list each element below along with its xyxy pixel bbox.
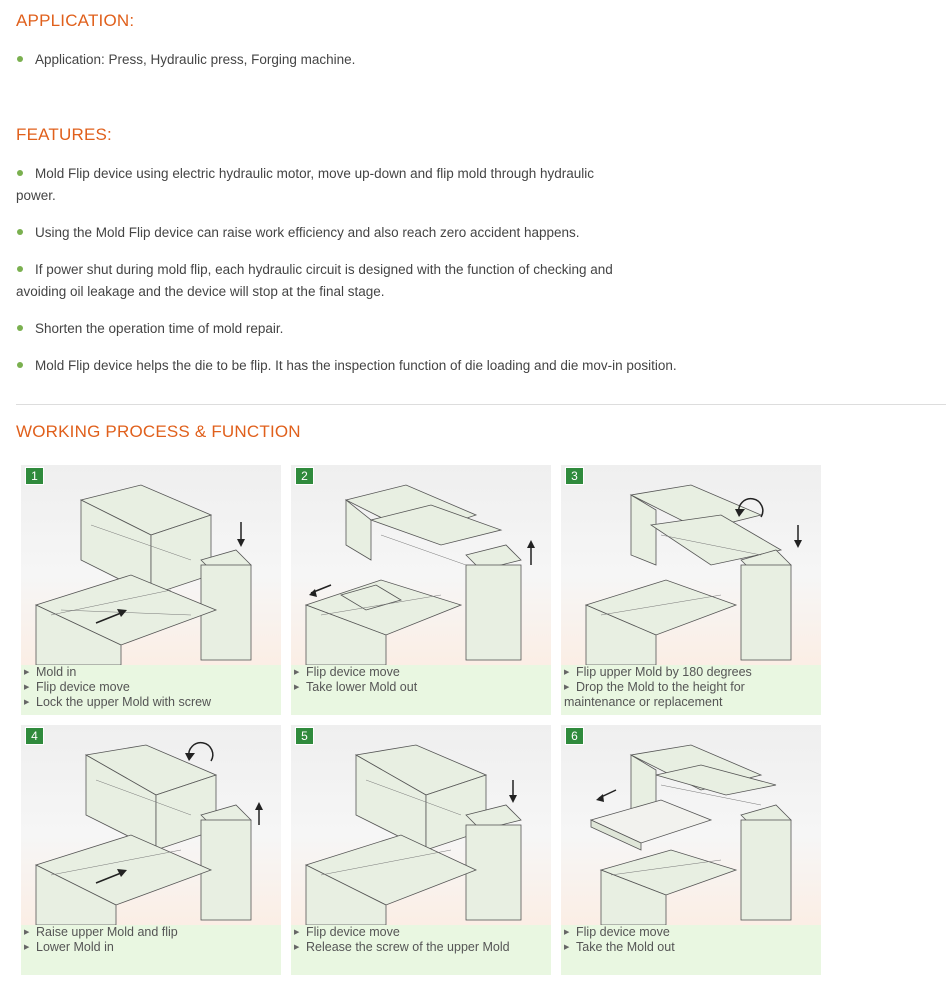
list-item [24, 665, 280, 680]
triangle-bullet-icon: ▶ [294, 684, 300, 691]
list-item-text: maintenance or replacement [564, 695, 723, 709]
list-item [564, 680, 820, 695]
list-item-text: Lock the upper Mold with screw [36, 695, 212, 709]
step-number-badge: 6 [565, 727, 584, 745]
step-6-list [564, 925, 820, 955]
triangle-bullet-icon: ▶ [24, 944, 30, 951]
list-item [24, 695, 280, 710]
bullet-icon [17, 170, 23, 176]
step-number-badge: 2 [295, 467, 314, 485]
bullet-icon [17, 266, 23, 272]
bullet-icon [17, 229, 23, 235]
list-item-text: Release the screw of the upper Mold [306, 940, 510, 954]
list-item-text: Take lower Mold out [306, 680, 418, 694]
step-2-illustration [291, 465, 551, 665]
feature-item [16, 318, 666, 340]
machine-diagram-icon [561, 725, 821, 925]
list-item-text: Take the Mold out [576, 940, 675, 954]
list-item [564, 940, 820, 955]
list-item [294, 680, 550, 695]
feature-item-text: Shorten the operation time of mold repair. [35, 321, 284, 336]
list-item [564, 925, 820, 940]
bullet-icon [17, 362, 23, 368]
triangle-bullet-icon: ▶ [24, 929, 30, 936]
list-item-text: Mold in [36, 665, 77, 679]
triangle-bullet-icon: ▶ [294, 929, 300, 936]
triangle-bullet-icon: ▶ [24, 669, 30, 676]
step-card-1 [21, 465, 281, 715]
machine-diagram-icon [291, 465, 551, 665]
step-card-3 [561, 465, 821, 715]
step-4-illustration [21, 725, 281, 925]
step-4-list [24, 925, 280, 955]
application-item [16, 49, 666, 71]
list-item [294, 665, 550, 680]
step-card-6 [561, 725, 821, 975]
step-3-illustration [561, 465, 821, 665]
feature-item-text: If power shut during mold flip, each hydraulic circuit is designed with the function of checking and avoiding oil leakage and the device will stop at the final stage. [16, 262, 613, 299]
step-6-illustration [561, 725, 821, 925]
step-number-badge: 4 [25, 727, 44, 745]
list-item-text: Raise upper Mold and flip [36, 925, 178, 939]
step-card-5 [291, 725, 551, 975]
feature-item [16, 259, 656, 303]
triangle-bullet-icon: ▶ [294, 669, 300, 676]
step-number-badge: 3 [565, 467, 584, 485]
step-card-2 [291, 465, 551, 715]
list-item-text: Lower Mold in [36, 940, 114, 954]
machine-diagram-icon [561, 465, 821, 665]
step-number-badge: 1 [25, 467, 44, 485]
triangle-bullet-icon: ▶ [564, 684, 570, 691]
triangle-bullet-icon: ▶ [24, 684, 30, 691]
list-item [24, 680, 280, 695]
triangle-bullet-icon: ▶ [564, 929, 570, 936]
feature-item [16, 355, 776, 377]
application-item-text: Application: Press, Hydraulic press, Forging machine. [35, 52, 356, 67]
feature-item [16, 163, 636, 207]
application-title: APPLICATION: [16, 11, 135, 30]
step-5-list [294, 925, 550, 955]
triangle-bullet-icon: ▶ [564, 669, 570, 676]
list-item-text: Flip device move [576, 925, 670, 939]
feature-item-text: Using the Mold Flip device can raise work efficiency and also reach zero accident happens. [35, 225, 580, 240]
list-item-text: Drop the Mold to the height for [576, 680, 745, 694]
machine-diagram-icon [291, 725, 551, 925]
triangle-bullet-icon: ▶ [564, 944, 570, 951]
step-card-4 [21, 725, 281, 975]
triangle-bullet-icon: ▶ [294, 944, 300, 951]
list-item [24, 925, 280, 940]
list-item [294, 925, 550, 940]
section-divider [16, 404, 946, 405]
step-1-illustration [21, 465, 281, 665]
bullet-icon [17, 325, 23, 331]
list-item [24, 940, 280, 955]
step-3-list [564, 665, 820, 710]
list-item-text: Flip device move [36, 680, 130, 694]
step-5-illustration [291, 725, 551, 925]
machine-diagram-icon [21, 725, 281, 925]
list-item [564, 695, 820, 710]
bullet-icon [17, 56, 23, 62]
feature-item-text: Mold Flip device helps the die to be flip. It has the inspection function of die loading and die mov-in position. [35, 358, 677, 373]
feature-item-text: Mold Flip device using electric hydraulic motor, move up-down and flip mold through hydraulic power. [16, 166, 595, 203]
list-item-text: Flip device move [306, 665, 400, 679]
list-item [294, 940, 550, 955]
list-item-text: Flip upper Mold by 180 degrees [576, 665, 752, 679]
step-2-list [294, 665, 550, 695]
list-item-text: Flip device move [306, 925, 400, 939]
features-title: FEATURES: [16, 125, 112, 144]
feature-item [16, 222, 716, 244]
triangle-bullet-icon: ▶ [24, 699, 30, 706]
step-number-badge: 5 [295, 727, 314, 745]
working-title: WORKING PROCESS & FUNCTION [16, 422, 301, 441]
list-item [564, 665, 820, 680]
step-1-list [24, 665, 280, 710]
machine-diagram-icon [21, 465, 281, 665]
